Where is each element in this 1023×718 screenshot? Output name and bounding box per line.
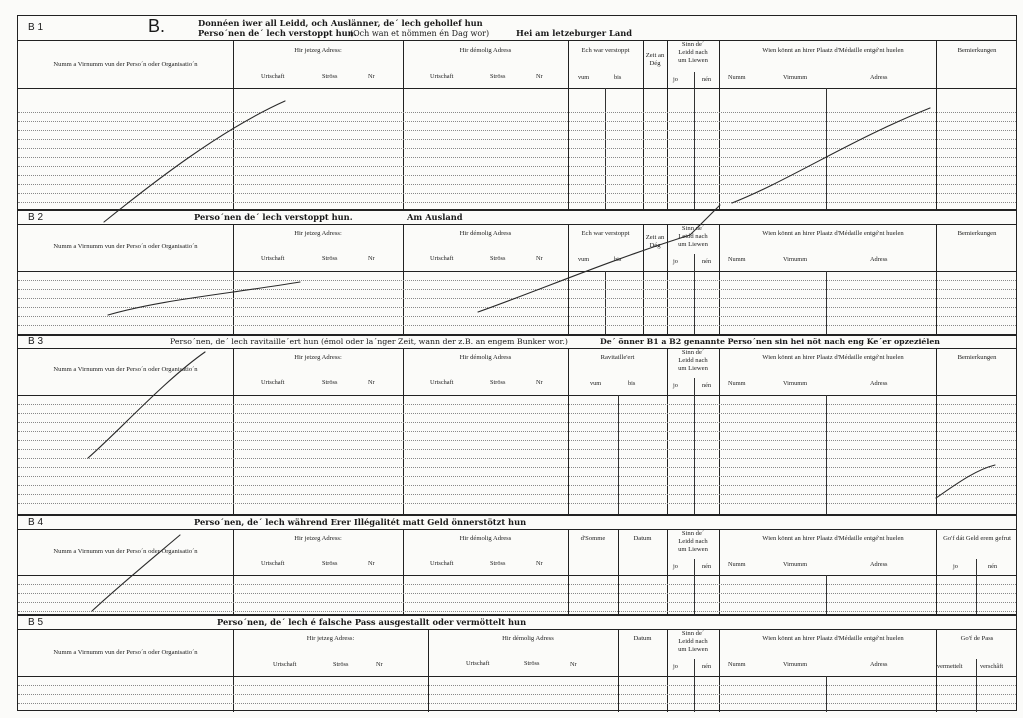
col-from: vum xyxy=(590,380,602,387)
col-yes: jo xyxy=(673,563,678,570)
col-city: Urtschaft xyxy=(261,379,285,386)
col-date-header: Datum xyxy=(633,635,652,642)
col-divider xyxy=(936,629,937,712)
col-city: Urtschaft xyxy=(466,660,490,667)
col-pass-header: Go'f de Pass xyxy=(960,635,994,642)
col-sinn-line1: Sinn de´ xyxy=(681,225,705,232)
col-days-header: Zeit an Dég xyxy=(645,52,665,67)
col-name-header: Numm a Virnumm vun der Perso´n oder Organisatio´n xyxy=(53,61,198,68)
header-top-rule xyxy=(18,629,1016,630)
col-former-address-header: Hir démolig Adress xyxy=(459,230,512,237)
writing-row-line xyxy=(18,611,1016,612)
col-nr: Nr xyxy=(536,379,543,386)
header-bottom-rule xyxy=(18,676,1016,677)
col-from: vum xyxy=(578,74,590,81)
writing-row-line xyxy=(18,112,1016,113)
col-sinn-line3: um Liewen xyxy=(678,365,708,372)
writing-row-line xyxy=(18,467,1016,468)
section-label-b4: B 4 xyxy=(28,517,44,528)
writing-row-line xyxy=(18,404,1016,405)
col-former-address-header: Hir démolig Adress xyxy=(459,47,512,54)
header-top-rule xyxy=(18,529,1016,530)
col-surname: Numm xyxy=(728,256,746,263)
col-surname: Numm xyxy=(728,74,746,81)
col-address: Adress xyxy=(870,561,888,568)
col-divider xyxy=(233,224,234,334)
b1-title-place: Hei am letzeburger Land xyxy=(516,28,633,38)
col-hidden-header: Ech war verstoppt xyxy=(581,47,630,54)
b2-title-place: Am Ausland xyxy=(407,212,463,222)
writing-row-line xyxy=(18,280,1016,281)
col-medal-header: Wien könnt an hirer Plaatz d'Médaille entgé'nt huelen xyxy=(762,47,904,54)
col-no: nén xyxy=(702,563,712,570)
col-remarks-header: Bemierkungen xyxy=(957,354,997,361)
col-medal-header: Wien könnt an hirer Plaatz d'Médaille entgé'nt huelen xyxy=(762,354,904,361)
col-firstname: Virnumm xyxy=(783,380,808,387)
col-city: Urtschaft xyxy=(261,255,285,262)
section-label-b2: B 2 xyxy=(28,212,44,223)
col-street: Ströss xyxy=(322,560,338,567)
col-surname: Numm xyxy=(728,561,746,568)
col-divider xyxy=(403,224,404,334)
writing-row-line xyxy=(18,298,1016,299)
col-to: bis xyxy=(614,74,622,81)
col-sinn-line2: Leidd nach xyxy=(678,538,708,545)
col-sinn-line1: Sinn de´ xyxy=(681,349,705,356)
col-street: Ströss xyxy=(322,255,338,262)
col-divider xyxy=(826,575,827,614)
header-top-rule xyxy=(18,40,1016,41)
col-medal-header: Wien könnt an hirer Plaatz d'Médaille entgé'nt huelen xyxy=(762,535,904,542)
writing-row-line xyxy=(18,485,1016,486)
col-divider xyxy=(568,224,569,334)
col-firstname: Virnumm xyxy=(783,561,808,568)
col-sum-header: d'Somme xyxy=(580,535,606,542)
col-yes: jo xyxy=(953,563,958,570)
col-divider xyxy=(694,559,695,614)
writing-row-line xyxy=(18,157,1016,158)
section-b4 xyxy=(18,514,1016,614)
col-sinn-line3: um Liewen xyxy=(678,241,708,248)
col-sinn-line3: um Liewen xyxy=(678,57,708,64)
col-divider xyxy=(618,629,619,712)
writing-row-line xyxy=(18,694,1016,695)
col-name-header: Numm a Virnumm vun der Perso´n oder Organisatio´n xyxy=(53,366,198,373)
col-address: Adress xyxy=(870,256,888,263)
col-city: Urtschaft xyxy=(430,379,454,386)
form-letter: B. xyxy=(148,16,166,36)
col-sinn-line1: Sinn de´ xyxy=(681,630,705,637)
col-former-address-header: Hir démolig Adress xyxy=(502,635,554,642)
col-no: nén xyxy=(702,258,712,265)
writing-row-line xyxy=(18,458,1016,459)
header-bottom-rule xyxy=(18,271,1016,272)
writing-row-line xyxy=(18,685,1016,686)
col-name-header: Numm a Virnumm vun der Perso´n oder Organisatio´n xyxy=(53,649,198,656)
form-page xyxy=(17,15,1017,711)
col-nr: Nr xyxy=(368,73,375,80)
col-sinn-line2: Leidd nach xyxy=(678,357,708,364)
col-no: nén xyxy=(988,563,998,570)
col-sinn-line2: Leidd nach xyxy=(678,233,708,240)
col-from: vum xyxy=(578,256,590,263)
writing-row-line xyxy=(18,316,1016,317)
writing-row-line xyxy=(18,307,1016,308)
writing-row-line xyxy=(18,440,1016,441)
writing-row-line xyxy=(18,602,1016,603)
col-to: bis xyxy=(614,256,622,263)
col-nr: Nr xyxy=(570,661,577,668)
section-label-b3: B 3 xyxy=(28,336,44,347)
col-divider xyxy=(976,559,977,614)
b1-title-line1: Donnéen iwer all Leidd, och Auslänner, de´ lech gehollef hun xyxy=(198,18,483,28)
col-former-address-header: Hir démolig Adress xyxy=(459,535,512,542)
writing-row-line xyxy=(18,503,1016,504)
section-label-b5: B 5 xyxy=(28,617,44,628)
col-nr: Nr xyxy=(368,255,375,262)
writing-row-line xyxy=(18,494,1016,495)
col-divider xyxy=(719,629,720,712)
writing-row-line xyxy=(18,593,1016,594)
writing-row-line xyxy=(18,413,1016,414)
col-current-address-header: Hir jetzeg Adress: xyxy=(294,47,342,54)
col-divider xyxy=(667,224,668,334)
col-nr: Nr xyxy=(536,73,543,80)
col-pass-issued: vermettelt xyxy=(937,663,963,670)
col-divider xyxy=(719,224,720,334)
writing-row-line xyxy=(18,584,1016,585)
b5-title: Perso´nen, de´ lech é falsche Pass ausgestallt oder vermöttelt hun xyxy=(217,617,527,627)
writing-row-line xyxy=(18,130,1016,131)
col-sinn-line2: Leidd nach xyxy=(678,638,708,645)
col-sinn-line1: Sinn de´ xyxy=(681,41,705,48)
section-label-b1: B 1 xyxy=(28,22,44,33)
col-former-address-header: Hir démolig Adress xyxy=(459,354,512,361)
col-street: Ströss xyxy=(333,661,349,668)
section-b5 xyxy=(18,614,1016,712)
col-nr: Nr xyxy=(536,255,543,262)
col-divider xyxy=(233,629,234,712)
col-address: Adress xyxy=(870,380,888,387)
col-firstname: Virnumm xyxy=(783,661,808,668)
header-top-rule xyxy=(18,224,1016,225)
writing-row-line xyxy=(18,193,1016,194)
writing-row-line xyxy=(18,325,1016,326)
b3-title-note: De´ önner B1 a B2 genannte Perso´nen sin hei nöt nach eng Ke´er opzeziélen xyxy=(600,337,940,346)
col-sinn-line2: Leidd nach xyxy=(678,49,708,56)
col-street: Ströss xyxy=(322,73,338,80)
col-nr: Nr xyxy=(376,661,383,668)
col-street: Ströss xyxy=(490,379,506,386)
writing-row-line xyxy=(18,148,1016,149)
col-sinn-line1: Sinn de´ xyxy=(681,530,705,537)
writing-row-line xyxy=(18,202,1016,203)
col-yes: jo xyxy=(673,382,678,389)
writing-row-line xyxy=(18,476,1016,477)
col-surname: Numm xyxy=(728,380,746,387)
col-current-address-header: Hir jetzeg Adress: xyxy=(294,230,342,237)
col-current-address-header: Hir jetzeg Adress: xyxy=(294,354,342,361)
col-yes: jo xyxy=(673,76,678,83)
writing-row-line xyxy=(18,121,1016,122)
col-current-address-header: Hir jetzeg Adress: xyxy=(306,635,355,642)
writing-row-line xyxy=(18,289,1016,290)
col-sinn-line3: um Liewen xyxy=(678,646,708,653)
col-city: Urtschaft xyxy=(430,73,454,80)
b1-title-paren: (Och wan et nömmen én Dag wor) xyxy=(350,29,490,38)
col-street: Ströss xyxy=(490,255,506,262)
col-to: bis xyxy=(628,380,636,387)
col-street: Ströss xyxy=(490,73,506,80)
col-yes: jo xyxy=(673,663,678,670)
col-city: Urtschaft xyxy=(430,560,454,567)
col-days-header: Zeit an Dég xyxy=(645,234,665,249)
col-supplied-header: Ravitaille'ert xyxy=(600,354,635,361)
col-name-header: Numm a Virnumm vun der Perso´n oder Organisatio´n xyxy=(53,548,198,555)
b4-title: Perso´nen, de´ lech während Erer Illégalitét matt Geld önnerstötzt hun xyxy=(194,517,527,527)
col-firstname: Virnumm xyxy=(783,74,808,81)
col-remarks-header: Bemierkungen xyxy=(957,230,997,237)
col-no: nén xyxy=(702,382,712,389)
col-money-back-header: Go'f dát Geld erem gefrut xyxy=(943,535,1011,542)
b3-title: Perso´nen, de´ lech ravitaille´ert hun (émol oder la´nger Zeit, wann der z.B. an engem Bunker wor.) xyxy=(170,337,568,346)
col-remarks-header: Bemierkungen xyxy=(957,47,997,54)
col-street: Ströss xyxy=(524,660,540,667)
writing-row-line xyxy=(18,703,1016,704)
col-city: Urtschaft xyxy=(430,255,454,262)
col-date-header: Datum xyxy=(633,535,652,542)
col-pass-obtained: verschâft xyxy=(980,663,1004,670)
col-divider xyxy=(694,254,695,334)
col-divider xyxy=(936,224,937,334)
writing-row-line xyxy=(18,431,1016,432)
col-address: Adress xyxy=(870,661,888,668)
col-yes: jo xyxy=(673,258,678,265)
col-medal-header: Wien könnt an hirer Plaatz d'Médaille entgé'nt huelen xyxy=(762,635,904,642)
col-sinn-line3: um Liewen xyxy=(678,546,708,553)
col-hidden-header: Ech war verstoppt xyxy=(581,230,630,237)
col-street: Ströss xyxy=(322,379,338,386)
writing-row-line xyxy=(18,139,1016,140)
col-name-header: Numm a Virnumm vun der Perso´n oder Organisatio´n xyxy=(53,243,198,250)
col-divider xyxy=(694,72,695,209)
writing-row-line xyxy=(18,449,1016,450)
writing-row-line xyxy=(18,422,1016,423)
header-bottom-rule xyxy=(18,88,1016,89)
col-nr: Nr xyxy=(368,379,375,386)
col-surname: Numm xyxy=(728,661,746,668)
writing-row-line xyxy=(18,175,1016,176)
col-divider xyxy=(428,629,429,712)
col-address: Adress xyxy=(870,74,888,81)
col-current-address-header: Hir jetzeg Adress: xyxy=(294,535,342,542)
col-street: Ströss xyxy=(490,560,506,567)
col-city: Urtschaft xyxy=(261,73,285,80)
header-top-rule xyxy=(18,348,1016,349)
col-nr: Nr xyxy=(368,560,375,567)
writing-row-line xyxy=(18,166,1016,167)
section-b3 xyxy=(18,334,1016,514)
b1-title-line2: Perso´nen de´ lech verstoppt hun. xyxy=(198,28,357,38)
col-city: Urtschaft xyxy=(261,560,285,567)
col-medal-header: Wien könnt an hirer Plaatz d'Médaille entgé'nt huelen xyxy=(762,230,904,237)
writing-row-line xyxy=(18,184,1016,185)
header-bottom-rule xyxy=(18,395,1016,396)
col-no: nén xyxy=(702,76,712,83)
col-divider xyxy=(667,629,668,712)
col-city: Urtschaft xyxy=(273,661,297,668)
col-divider xyxy=(643,224,644,334)
col-no: nén xyxy=(702,663,712,670)
header-bottom-rule xyxy=(18,575,1016,576)
b2-title: Perso´nen de´ lech verstoppt hun. xyxy=(194,212,353,222)
col-firstname: Virnumm xyxy=(783,256,808,263)
col-nr: Nr xyxy=(536,560,543,567)
